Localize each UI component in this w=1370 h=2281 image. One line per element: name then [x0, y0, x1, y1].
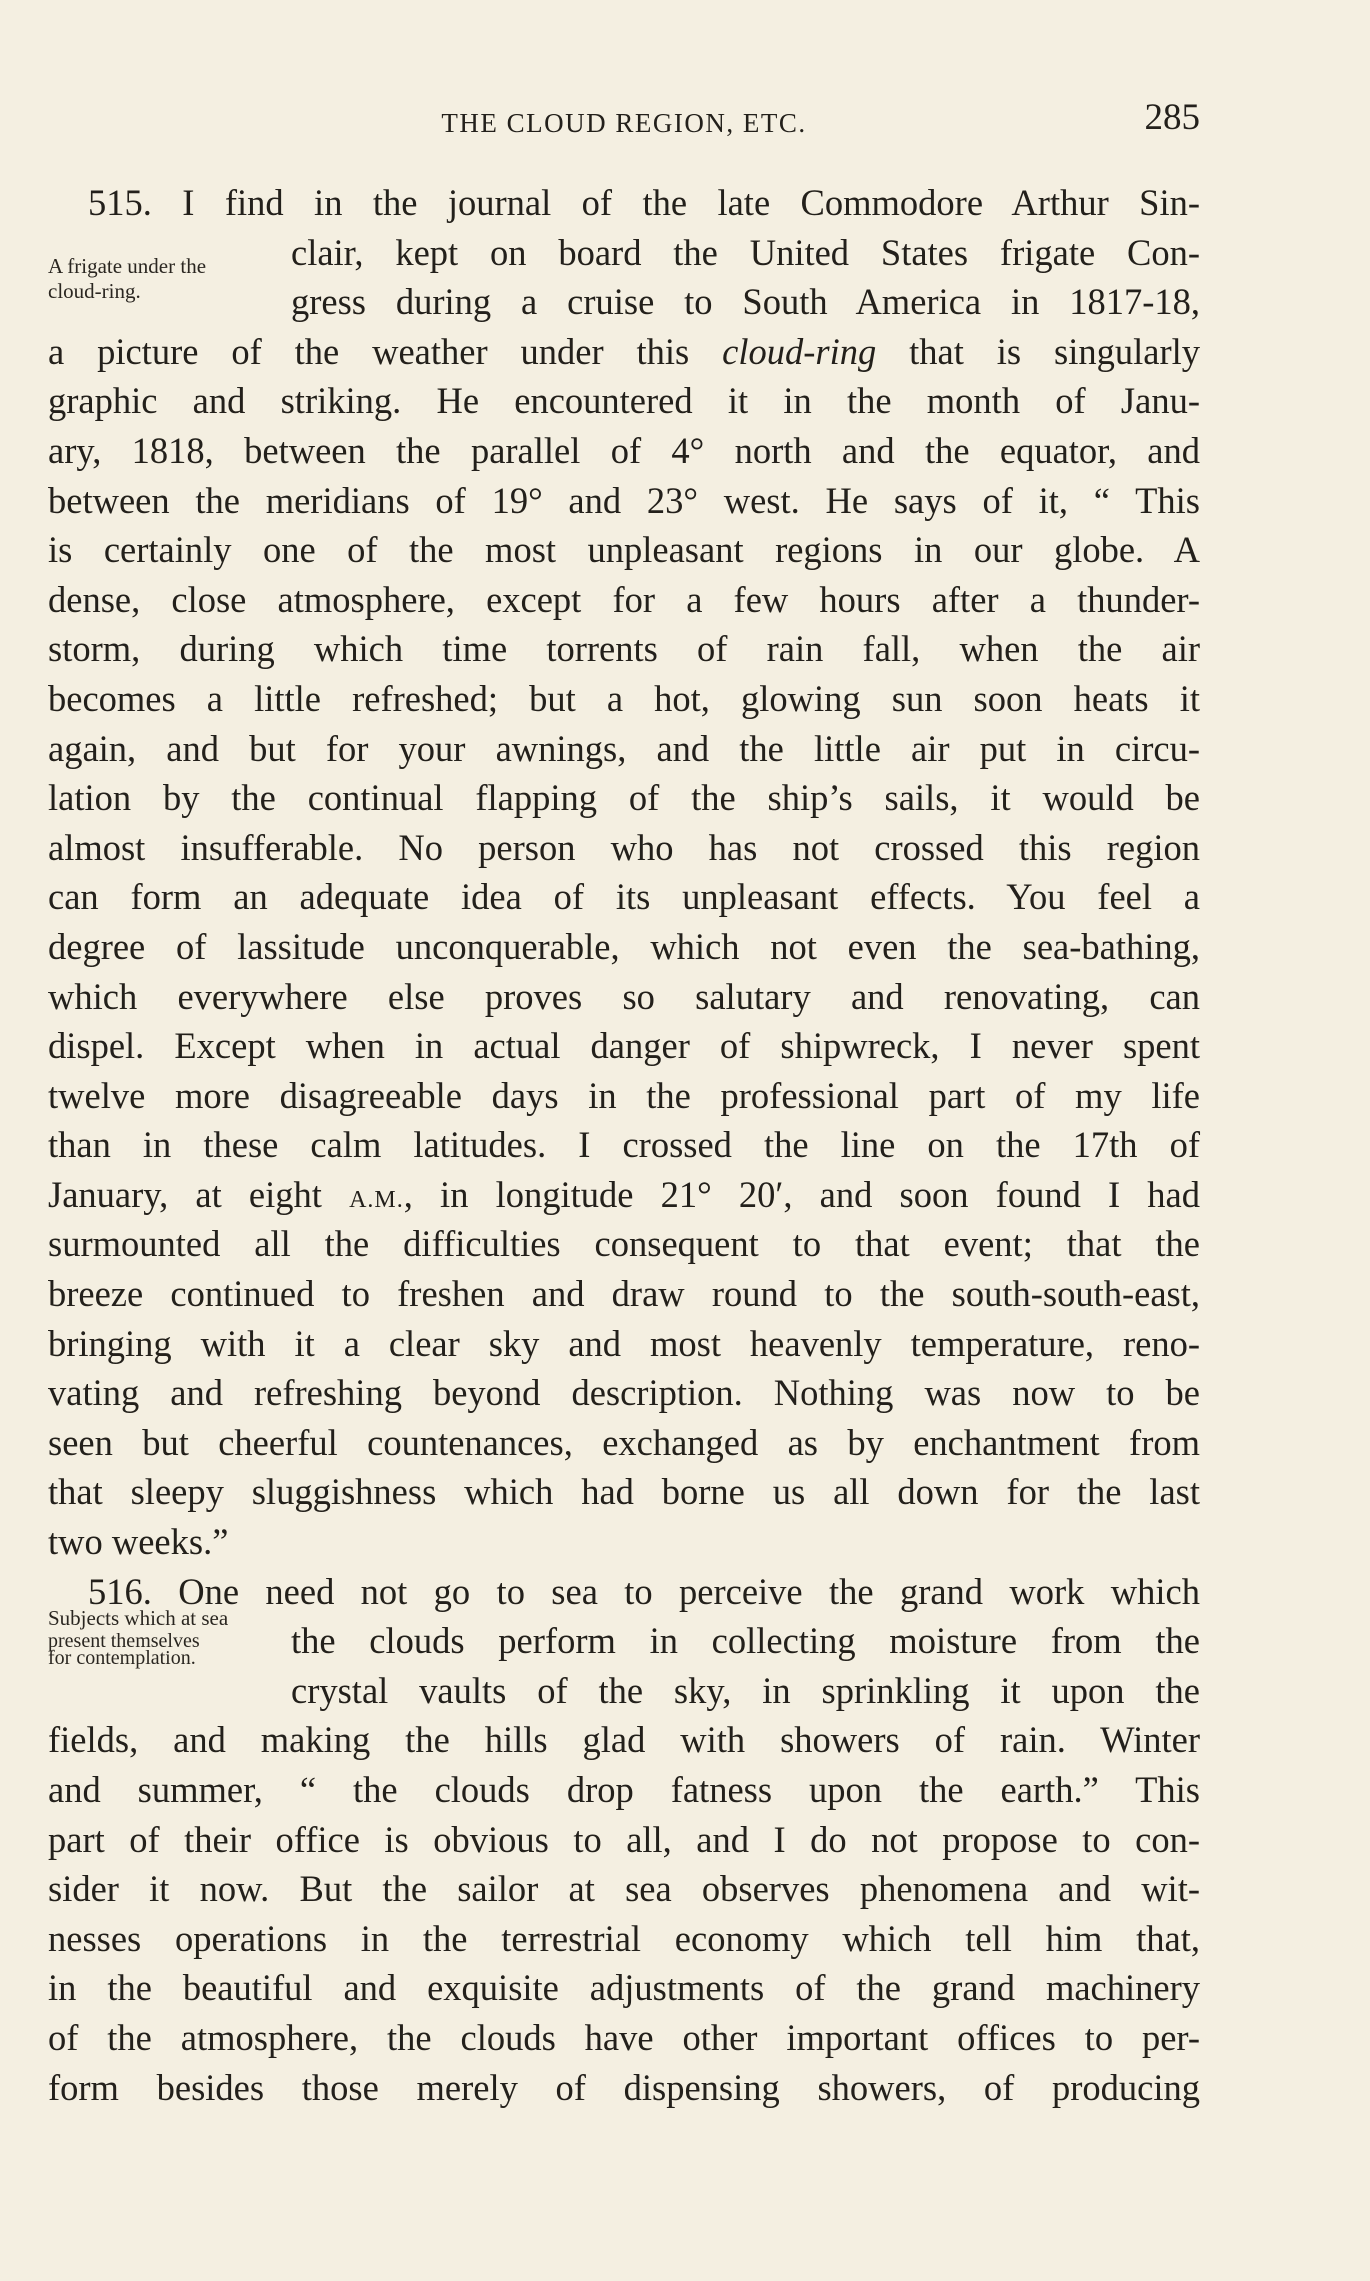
text-line: sider it now. But the sailor at sea observes phenomena and wit- [48, 1868, 1200, 1910]
text-run: a picture of the weather under this [48, 330, 723, 372]
text-line: fields, and making the hills glad with showers of rain. Winter [48, 1719, 1200, 1761]
text-line: seen but cheerful countenances, exchanged as by enchantment from [48, 1421, 1200, 1463]
sidenote-line: cloud-ring. [48, 279, 141, 303]
sidenote-line: Subjects which at sea [48, 1606, 229, 1630]
paragraph-515 [48, 178, 1200, 1567]
text-line: surmounted all the difficulties consequent to that event; that the [48, 1223, 1200, 1265]
text-line: ary, 1818, between the parallel of 4° north and the equator, and [48, 429, 1200, 471]
text-line: dispel. Except when in actual danger of shipwreck, I never spent [48, 1025, 1200, 1067]
sidenote-line: present themselves [48, 1630, 200, 1652]
text-line: in the beautiful and exquisite adjustments of the grand machinery [48, 1967, 1200, 2009]
text-line: and summer, “ the clouds drop fatness upon the earth.” This [48, 1769, 1200, 1810]
small-caps-am: A.M. [349, 1186, 404, 1213]
text-line: lation by the continual flapping of the ship’s sails, it would be [48, 777, 1200, 819]
text-line: clair, kept on board the United States frigate Con- [291, 231, 1200, 273]
sidenote-frigate-under-cloud-ring [48, 256, 206, 302]
text-line: which everywhere else proves so salutary and renovating, can [48, 975, 1200, 1017]
text-run: January, at eight [48, 1173, 350, 1215]
text-line: crystal vaults of the sky, in sprinkling it upon the [291, 1669, 1200, 1711]
text-line: again, and but for your awnings, and the little air put in circu- [48, 727, 1200, 769]
text-run: , in longitude 21° 20′, and soon found I had [403, 1173, 1201, 1215]
text-line: storm, during which time torrents of rain fall, when the air [48, 628, 1200, 670]
text-line: part of their office is obvious to all, and I do not propose to con- [48, 1818, 1200, 1860]
text-line: is certainly one of the most unpleasant regions in our globe. A [48, 529, 1200, 571]
text-line: between the meridians of 19° and 23° west. He says of it, “ This [48, 479, 1200, 521]
text-line: twelve more disagreeable days in the professional part of my life [48, 1074, 1200, 1116]
text-line: than in these calm latitudes. I crossed the line on the 17th of [48, 1124, 1200, 1166]
page-number: 285 [1144, 97, 1200, 138]
running-title: THE CLOUD REGION, ETC. [441, 108, 807, 138]
text-line: almost insufferable. No person who has not crossed this region [48, 826, 1200, 868]
text-line: of the atmosphere, the clouds have other important offices to per- [48, 2016, 1200, 2058]
text-line [48, 1170, 1200, 1220]
text-line: two weeks.” [48, 1521, 229, 1563]
text-line: form besides those merely of dispensing showers, of producing [48, 2066, 1200, 2108]
text-line: nesses operations in the terrestrial economy which tell him that, [48, 1917, 1200, 1959]
sidenote-line: for contemplation. [48, 1647, 196, 1669]
text-line: the clouds perform in collecting moisture from the [291, 1620, 1200, 1662]
text-line: gress during a cruise to South America in 1817-18, [291, 281, 1200, 323]
sidenote-line: A frigate under the [48, 254, 207, 278]
text-line: can form an adequate idea of its unpleasant effects. You feel a [48, 876, 1200, 918]
text-line: graphic and striking. He encountered it in the month of Janu- [48, 380, 1200, 422]
text-line: degree of lassitude unconquerable, which not even the sea-bathing, [48, 925, 1200, 967]
text-line: breeze continued to freshen and draw round to the south-south-east, [48, 1273, 1200, 1315]
text-line: becomes a little refreshed; but a hot, glowing sun soon heats it [48, 677, 1200, 719]
italic-term: cloud-ring [722, 330, 877, 372]
sidenote-subjects-at-sea [48, 1608, 228, 1667]
text-line: vating and refreshing beyond description. Nothing was now to be [48, 1372, 1200, 1414]
running-head [48, 97, 1200, 148]
body-text [48, 178, 1200, 2112]
text-line: 516. One need not go to sea to perceive the grand work which [88, 1570, 1200, 1612]
text-line: bringing with it a clear sky and most heavenly temperature, reno- [48, 1322, 1200, 1364]
text-run: that is singularly [876, 330, 1200, 372]
text-line: 515. I find in the journal of the late Commodore Arthur Sin- [88, 182, 1200, 223]
text-line: that sleepy sluggishness which had borne us all down for the last [48, 1471, 1200, 1513]
text-line [48, 327, 1200, 377]
text-line: dense, close atmosphere, except for a few hours after a thunder- [48, 578, 1200, 620]
